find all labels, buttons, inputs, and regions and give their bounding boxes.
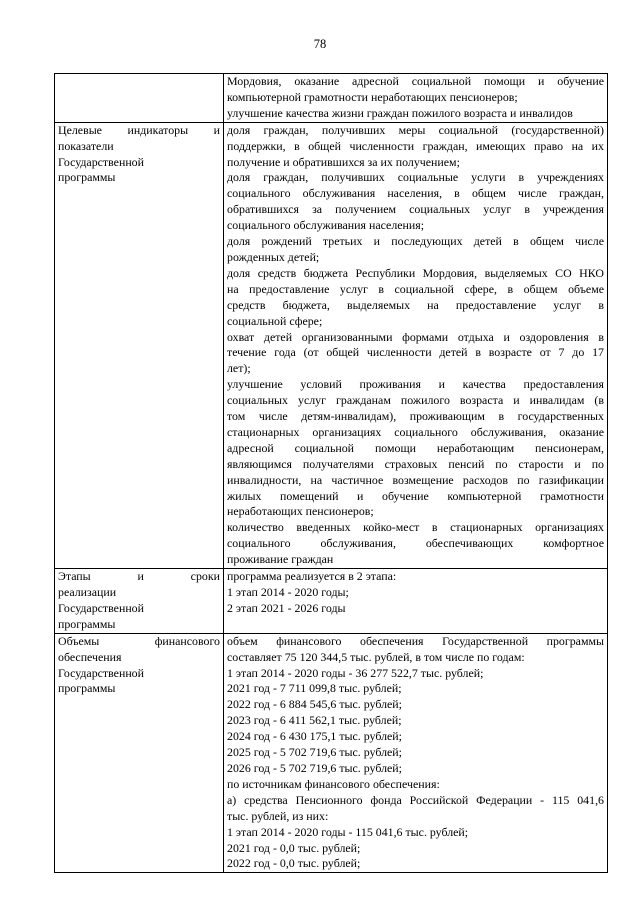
text-line: течение года (от общей численности детей в возрасте от 7 до 17 <box>227 345 604 360</box>
text-line: неработающих пенсионеров; <box>227 504 374 519</box>
row-label-cell <box>55 569 224 634</box>
text-line: Мордовия, оказание адресной социальной помощи и обучение <box>227 74 604 88</box>
program-passport-table <box>54 73 608 873</box>
text-line: 2025 год - 5 702 719,6 тыс. рублей; <box>227 745 402 760</box>
text-line: социального обслуживания, обеспечивающих комфортное <box>227 536 604 551</box>
text-line: Целевые индикаторы и <box>58 122 220 137</box>
text-line: Государственной <box>58 665 144 680</box>
text-line: составляет 75 120 344,5 тыс. рублей, в том числе по годам: <box>227 649 525 664</box>
text-line: лет); <box>227 361 251 376</box>
text-line: реализации <box>58 585 117 599</box>
text-line: тыс. рублей, из них: <box>227 808 329 823</box>
text-line: показатели <box>58 138 114 153</box>
text-line: 2022 год - 0,0 тыс. рублей; <box>227 856 361 871</box>
text-line: улучшение условий проживания и качества предоставления <box>227 377 604 392</box>
text-line: средств бюджета, выделяемых на предоставление услуг в <box>227 297 604 312</box>
text-line: поддержки, в общей численности граждан, имеющих право на их <box>227 138 604 153</box>
text-line: Этапы и сроки <box>58 569 220 584</box>
text-line: обеспечения <box>58 649 122 664</box>
text-line: получение и обратившихся за их получением; <box>227 154 460 169</box>
text-line: программы <box>58 616 116 631</box>
text-line: компьютерной грамотности неработающих пенсионеров; <box>227 89 518 104</box>
row-value-cell <box>224 122 608 568</box>
text-line: Объемы финансового <box>58 633 220 648</box>
text-line: обратившихся за получением социальных услуг в учреждения <box>227 202 604 217</box>
text-line: программы <box>58 681 116 696</box>
text-line: 2026 год - 5 702 719,6 тыс. рублей; <box>227 760 402 775</box>
table-row <box>55 569 608 634</box>
text-line: а) средства Пенсионного фонда Российской Федерации - 115 041,6 <box>227 792 604 807</box>
text-line: 2 этап 2021 - 2026 годы <box>227 600 346 615</box>
text-line: том числе детям-инвалидам), проживающим в государственных <box>227 409 604 424</box>
text-line: являющимся получателями страховых пенсий по старости и по <box>227 456 604 471</box>
text-line: улучшение качества жизни граждан пожилого возраста и инвалидов <box>227 105 573 120</box>
text-line: социального обслуживания населения, в общем числе граждан, <box>227 186 604 201</box>
table-row <box>55 74 608 123</box>
text-line: 2023 год - 6 411 562,1 тыс. рублей; <box>227 713 402 728</box>
text-line: проживание граждан <box>227 552 334 567</box>
text-line: стационарных организациях социального обслуживания, оказание <box>227 424 604 439</box>
text-line: 1 этап 2014 - 2020 годы - 115 041,6 тыс. рублей; <box>227 824 469 839</box>
text-line: охват детей организованными формами отдыха и оздоровления в <box>227 329 604 344</box>
text-line: 2024 год - 6 430 175,1 тыс. рублей; <box>227 729 402 744</box>
text-line: рожденных детей; <box>227 249 320 264</box>
text-line: инвалидности, на частичное возмещение расходов по газификации <box>227 472 604 487</box>
text-line: доля средств бюджета Республики Мордовия, выделяемых СО НКО <box>227 265 604 280</box>
row-value-cell <box>224 633 608 873</box>
text-line: 2021 год - 7 711 099,8 тыс. рублей; <box>227 681 402 696</box>
row-value-cell <box>224 74 608 123</box>
row-label-cell <box>55 122 224 568</box>
table-row <box>55 633 608 873</box>
text-line: Государственной <box>58 154 144 169</box>
text-line: объем финансового обеспечения Государственной программы <box>227 633 604 648</box>
row-label-cell <box>55 633 224 873</box>
text-line: 2022 год - 6 884 545,6 тыс. рублей; <box>227 697 402 712</box>
text-line: жилых помещений и обучение компьютерной грамотности <box>227 488 604 503</box>
text-line: социальных услуг гражданам пожилого возраста и инвалидам (в <box>227 393 604 408</box>
text-line: доля граждан, получивших меры социальной (государственной) <box>227 122 604 137</box>
text-line: 1 этап 2014 - 2020 годы - 36 277 522,7 тыс. рублей; <box>227 665 484 680</box>
row-label-cell <box>55 74 224 123</box>
text-line: программы <box>58 170 116 185</box>
text-line: 2021 год - 0,0 тыс. рублей; <box>227 840 361 855</box>
text-line: по источникам финансового обеспечения: <box>227 776 440 791</box>
table-row <box>55 122 608 568</box>
text-line: доля граждан, получивших социальные услуги в учреждениях <box>227 170 604 185</box>
text-line: адресной социальной помощи неработающим пенсионерам, <box>227 440 604 455</box>
page-number: 78 <box>313 37 327 51</box>
text-line: количество введенных койко-мест в стационарных организациях <box>227 520 604 535</box>
text-line: Государственной <box>58 600 144 615</box>
text-line: социальной сфере; <box>227 313 323 328</box>
text-line: на предоставление услуг в социальной сфере, в общем объеме <box>227 281 604 296</box>
text-line: доля рождений третьих и последующих детей в общем числе <box>227 234 604 249</box>
text-line: 1 этап 2014 - 2020 годы; <box>227 585 349 599</box>
row-value-cell <box>224 569 608 634</box>
text-line: программа реализуется в 2 этапа: <box>227 569 397 584</box>
text-line: социального обслуживания населения; <box>227 218 425 233</box>
